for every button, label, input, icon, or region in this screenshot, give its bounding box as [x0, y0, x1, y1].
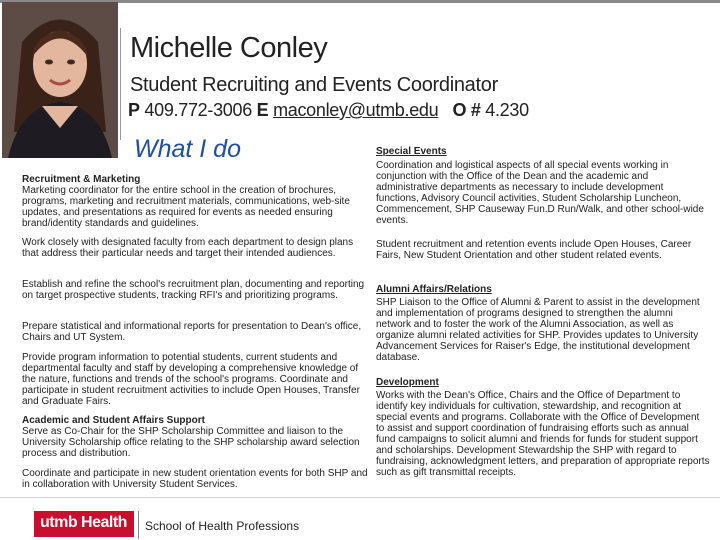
special-events-block [376, 146, 708, 226]
development-heading: Development [376, 377, 439, 388]
person-name: Michelle Conley [130, 32, 328, 64]
section-heading: What I do [134, 135, 241, 163]
alumni-paragraph: SHP Liaison to the Office of Alumni & Parent to assist in the development and implementation of programs designed to strengthen the alumni network and to foster the work of the Alumni Association, as well as organize alumni related activities for SHP. Provides updates to University Advancement Services for Raiser's Edge, the institutional development database. [376, 297, 700, 363]
orientation-paragraph: Coordinate and participate in new student orientation events for both SHP and in collaboration with University Student Services. [22, 468, 368, 490]
utmb-logo: utmb Health [40, 514, 127, 531]
office-number: 4.230 [485, 100, 529, 120]
email-link[interactable]: maconley@utmb.edu [273, 100, 439, 120]
student-events-paragraph: Student recruitment and retention events include Open Houses, Career Fairs, New Student Orientation and other student related events. [376, 239, 692, 261]
recruitment-heading: Recruitment & Marketing [22, 174, 141, 185]
email-label: E [256, 100, 269, 120]
special-events-paragraph: Coordination and logistical aspects of all special events working in conjunction with the Office of the Dean and the academic and administrative departments as necessary to include development functions, Advisory Council activities, Student Scholarship Luncheon, Commencement, SHP Causeway Fun.D Run/Walk, and other school-wide events. [376, 160, 704, 226]
recruitment-plan-paragraph: Establish and refine the school's recruitment plan, documenting and reporting on target prospective students, tracking RFI's and prioritizing programs. [22, 279, 365, 301]
alumni-block [376, 284, 708, 363]
phone-label: P [128, 100, 140, 120]
development-paragraph: Works with the Dean's Office, Chairs and the Office of Department to identify key individuals for cultivation, stewardship, and recognition at special events and programs. Collaborate with the Office of Development to assist and support coordination of fundraising efforts such as annual fund campaigns to solicit alumni and friends for funds for student support and scholarships. Development Stewardship the SHP with regard to fundraising, acknowledgment letters, and preparation of appropriate reports such as gift transmittal receipts. [376, 390, 710, 478]
scholarship-paragraph: Serve as Co-Chair for the SHP Scholarship Committee and liaison to the University Scholarship office relating to the SHP scholarship award selection process and distribution. [22, 426, 360, 459]
contact-line [128, 100, 529, 121]
phone-number: 409.772-3006 [144, 100, 252, 120]
work-paragraph: Work closely with designated faculty from each department to design plans that address their particular needs and target their intended audiences. [22, 237, 354, 259]
job-title: Student Recruiting and Events Coordinator [130, 74, 498, 96]
school-name: School of Health Professions [145, 519, 300, 533]
portrait-image [2, 2, 118, 158]
header-divider [120, 28, 121, 140]
footer-divider [138, 511, 139, 539]
recruitment-block [22, 174, 370, 229]
alumni-heading: Alumni Affairs/Relations [376, 284, 492, 295]
academic-block [22, 415, 370, 459]
development-block [376, 377, 710, 478]
recruitment-paragraph: Marketing coordinator for the entire school in the creation of brochures, programs, marketing and recruitment materials, communications, web-site updates, and presentations as required for events as needed ensuring brand/identity standards and guidelines. [22, 185, 350, 229]
office-label: O # [452, 100, 481, 120]
program-info-paragraph: Provide program information to potential students, current students and departmental faculty and staff by developing a comprehensive knowledge of the nature, functions and trends of the school's programs. Coordinate and participate in student recruitment activities to include Open Houses, Transfer and Graduate Fairs. [22, 352, 360, 407]
profile-photo [2, 2, 118, 158]
academic-heading: Academic and Student Affairs Support [22, 415, 205, 426]
footer-rule [0, 497, 720, 498]
special-events-heading: Special Events [376, 146, 447, 157]
reports-paragraph: Prepare statistical and informational reports for presentation to Dean's office, Chairs and UT System. [22, 321, 362, 343]
